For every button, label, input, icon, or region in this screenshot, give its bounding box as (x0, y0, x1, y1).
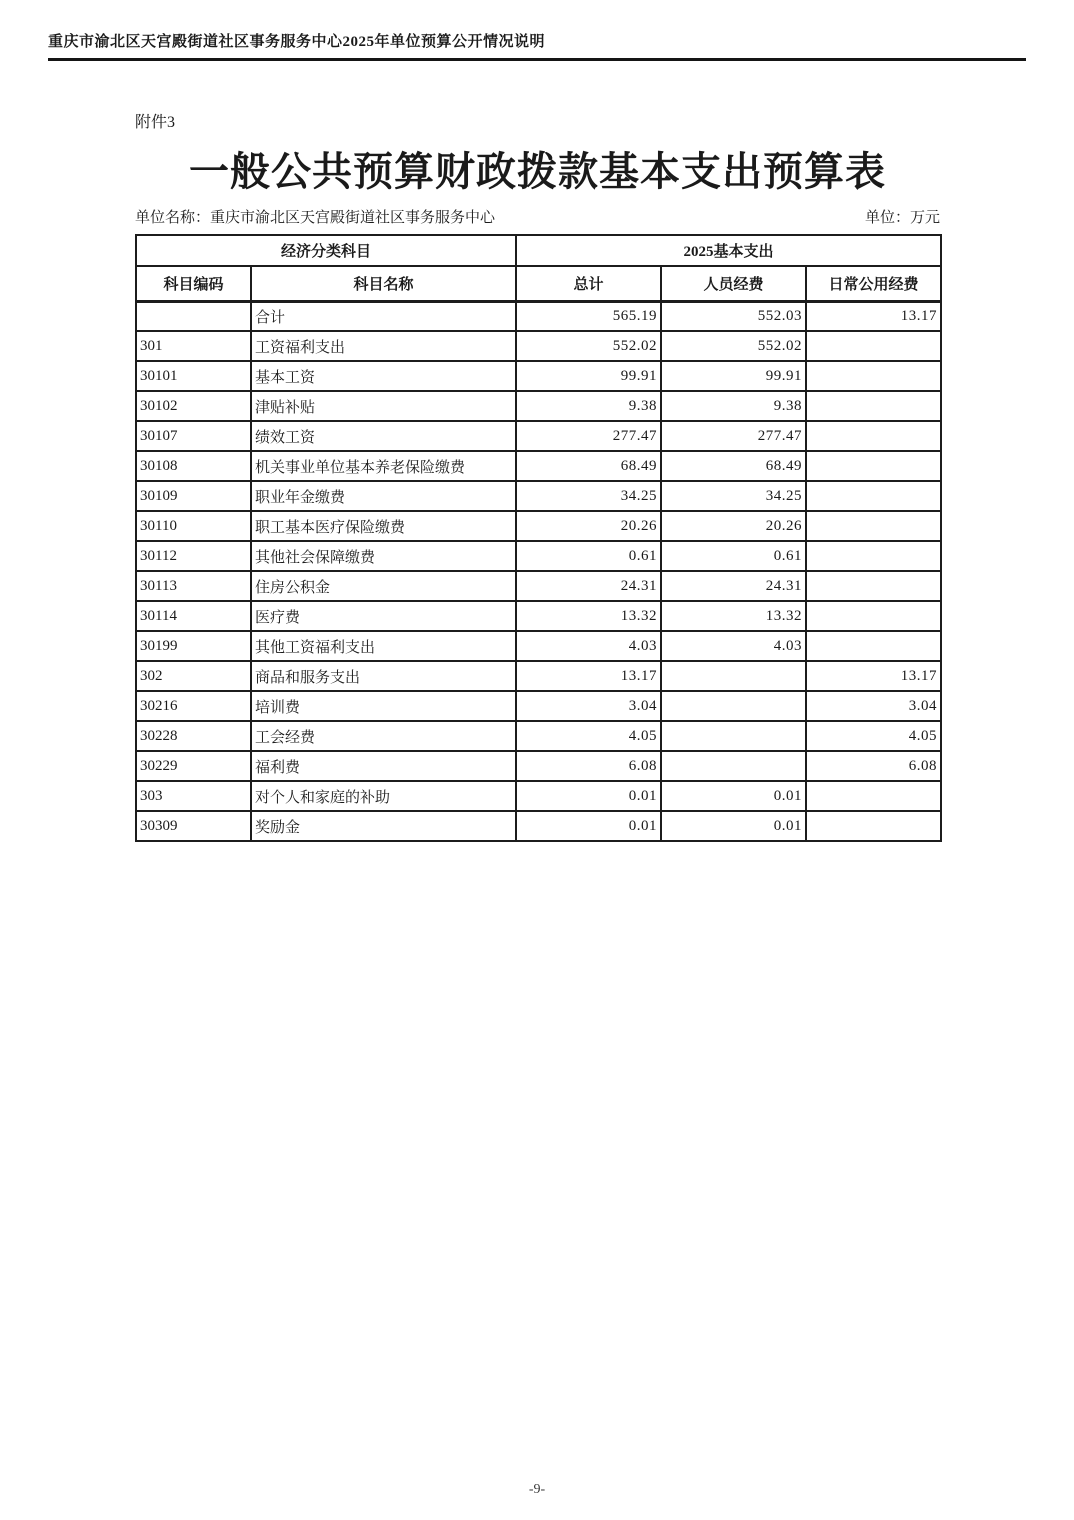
cell-daily-public-expense (806, 361, 941, 391)
cell-subject-name: 工资福利支出 (251, 331, 516, 361)
cell-subject-name: 对个人和家庭的补助 (251, 781, 516, 811)
cell-total: 20.26 (516, 511, 661, 541)
cell-personnel-expense (661, 751, 806, 781)
cell-subject-name: 培训费 (251, 691, 516, 721)
cell-subject-name: 合计 (251, 301, 516, 331)
cell-personnel-expense: 552.03 (661, 301, 806, 331)
table-row (136, 751, 941, 781)
cell-total: 9.38 (516, 391, 661, 421)
cell-total: 13.17 (516, 661, 661, 691)
col-header-subject-name: 科目名称 (251, 266, 516, 301)
cell-daily-public-expense: 6.08 (806, 751, 941, 781)
cell-daily-public-expense: 4.05 (806, 721, 941, 751)
cell-subject-code: 30109 (136, 481, 251, 511)
cell-subject-code: 301 (136, 331, 251, 361)
cell-subject-name: 奖励金 (251, 811, 516, 841)
cell-subject-code: 30229 (136, 751, 251, 781)
cell-personnel-expense: 277.47 (661, 421, 806, 451)
attachment-label: 附件3 (135, 114, 176, 131)
cell-subject-code: 30108 (136, 451, 251, 481)
header-group-row (136, 235, 941, 266)
cell-total: 4.05 (516, 721, 661, 751)
cell-subject-name: 商品和服务支出 (251, 661, 516, 691)
table-row (136, 451, 941, 481)
table-row (136, 781, 941, 811)
cell-total: 4.03 (516, 631, 661, 661)
cell-subject-code: 303 (136, 781, 251, 811)
cell-subject-name: 医疗费 (251, 601, 516, 631)
table-row (136, 721, 941, 751)
col-header-subject-code: 科目编码 (136, 266, 251, 301)
cell-total: 552.02 (516, 331, 661, 361)
cell-subject-name: 住房公积金 (251, 571, 516, 601)
cell-subject-code: 30101 (136, 361, 251, 391)
col-header-total: 总计 (516, 266, 661, 301)
table-meta-row (135, 206, 940, 227)
table-row (136, 661, 941, 691)
header-columns-row (136, 266, 941, 301)
cell-subject-code: 30110 (136, 511, 251, 541)
cell-subject-name: 机关事业单位基本养老保险缴费 (251, 451, 516, 481)
cell-subject-code: 30216 (136, 691, 251, 721)
table-row (136, 811, 941, 841)
cell-subject-name: 其他社会保障缴费 (251, 541, 516, 571)
cell-daily-public-expense (806, 511, 941, 541)
header-2025-basic-expenditure: 2025基本支出 (516, 235, 941, 266)
cell-daily-public-expense (806, 391, 941, 421)
cell-subject-name: 福利费 (251, 751, 516, 781)
cell-subject-code: 30114 (136, 601, 251, 631)
col-header-daily-public-expense: 日常公用经费 (806, 266, 941, 301)
header-economic-classification: 经济分类科目 (136, 235, 516, 266)
table-row (136, 481, 941, 511)
cell-personnel-expense: 34.25 (661, 481, 806, 511)
cell-subject-code: 30113 (136, 571, 251, 601)
cell-daily-public-expense (806, 631, 941, 661)
cell-subject-name: 基本工资 (251, 361, 516, 391)
cell-daily-public-expense: 13.17 (806, 301, 941, 331)
cell-personnel-expense: 13.32 (661, 601, 806, 631)
cell-daily-public-expense (806, 481, 941, 511)
cell-total: 0.01 (516, 781, 661, 811)
cell-subject-code: 30102 (136, 391, 251, 421)
cell-personnel-expense (661, 661, 806, 691)
table-row (136, 331, 941, 361)
unit-measure-label: 单位：万元 (864, 210, 940, 226)
table-row (136, 631, 941, 661)
cell-subject-code: 30228 (136, 721, 251, 751)
table-row (136, 691, 941, 721)
cell-daily-public-expense: 13.17 (806, 661, 941, 691)
table-row (136, 571, 941, 601)
cell-total: 6.08 (516, 751, 661, 781)
cell-personnel-expense: 68.49 (661, 451, 806, 481)
cell-subject-name: 职工基本医疗保险缴费 (251, 511, 516, 541)
cell-total: 99.91 (516, 361, 661, 391)
cell-personnel-expense: 0.01 (661, 811, 806, 841)
budget-table (135, 234, 942, 842)
cell-total: 24.31 (516, 571, 661, 601)
cell-personnel-expense: 99.91 (661, 361, 806, 391)
table-row (136, 601, 941, 631)
table-row (136, 541, 941, 571)
document-body (135, 112, 940, 842)
cell-daily-public-expense (806, 541, 941, 571)
cell-personnel-expense: 9.38 (661, 391, 806, 421)
cell-subject-name: 津贴补贴 (251, 391, 516, 421)
cell-personnel-expense: 4.03 (661, 631, 806, 661)
cell-total: 277.47 (516, 421, 661, 451)
cell-personnel-expense: 552.02 (661, 331, 806, 361)
cell-daily-public-expense (806, 601, 941, 631)
cell-total: 34.25 (516, 481, 661, 511)
cell-subject-code: 302 (136, 661, 251, 691)
cell-total: 0.01 (516, 811, 661, 841)
cell-total: 565.19 (516, 301, 661, 331)
page-number: -9- (528, 1482, 546, 1497)
cell-total: 0.61 (516, 541, 661, 571)
cell-subject-name: 绩效工资 (251, 421, 516, 451)
document-header-title: 重庆市渝北区天宫殿街道社区事务服务中心2025年单位预算公开情况说明 (48, 34, 546, 50)
table-row (136, 301, 941, 331)
cell-daily-public-expense (806, 421, 941, 451)
page-footer (0, 1482, 1074, 1498)
cell-total: 3.04 (516, 691, 661, 721)
document-header (48, 30, 1026, 61)
table-row (136, 361, 941, 391)
cell-subject-name: 其他工资福利支出 (251, 631, 516, 661)
unit-name-label: 单位名称：重庆市渝北区天宫殿街道社区事务服务中心 (135, 210, 496, 226)
col-header-personnel-expense: 人员经费 (661, 266, 806, 301)
cell-total: 13.32 (516, 601, 661, 631)
cell-daily-public-expense (806, 451, 941, 481)
table-row (136, 421, 941, 451)
cell-daily-public-expense (806, 781, 941, 811)
cell-personnel-expense: 24.31 (661, 571, 806, 601)
page-title: 一般公共预算财政拨款基本支出预算表 (189, 150, 886, 194)
cell-personnel-expense (661, 691, 806, 721)
cell-subject-code: 30199 (136, 631, 251, 661)
table-row (136, 511, 941, 541)
cell-total: 68.49 (516, 451, 661, 481)
table-row (136, 391, 941, 421)
cell-subject-code: 30309 (136, 811, 251, 841)
cell-subject-code: 30112 (136, 541, 251, 571)
cell-daily-public-expense (806, 571, 941, 601)
cell-subject-code (136, 301, 251, 331)
budget-table-body (136, 301, 941, 841)
cell-personnel-expense: 0.61 (661, 541, 806, 571)
cell-daily-public-expense: 3.04 (806, 691, 941, 721)
cell-daily-public-expense (806, 331, 941, 361)
cell-subject-name: 工会经费 (251, 721, 516, 751)
cell-personnel-expense: 20.26 (661, 511, 806, 541)
cell-personnel-expense: 0.01 (661, 781, 806, 811)
budget-table-header (136, 235, 941, 301)
cell-subject-code: 30107 (136, 421, 251, 451)
cell-personnel-expense (661, 721, 806, 751)
cell-daily-public-expense (806, 811, 941, 841)
cell-subject-name: 职业年金缴费 (251, 481, 516, 511)
